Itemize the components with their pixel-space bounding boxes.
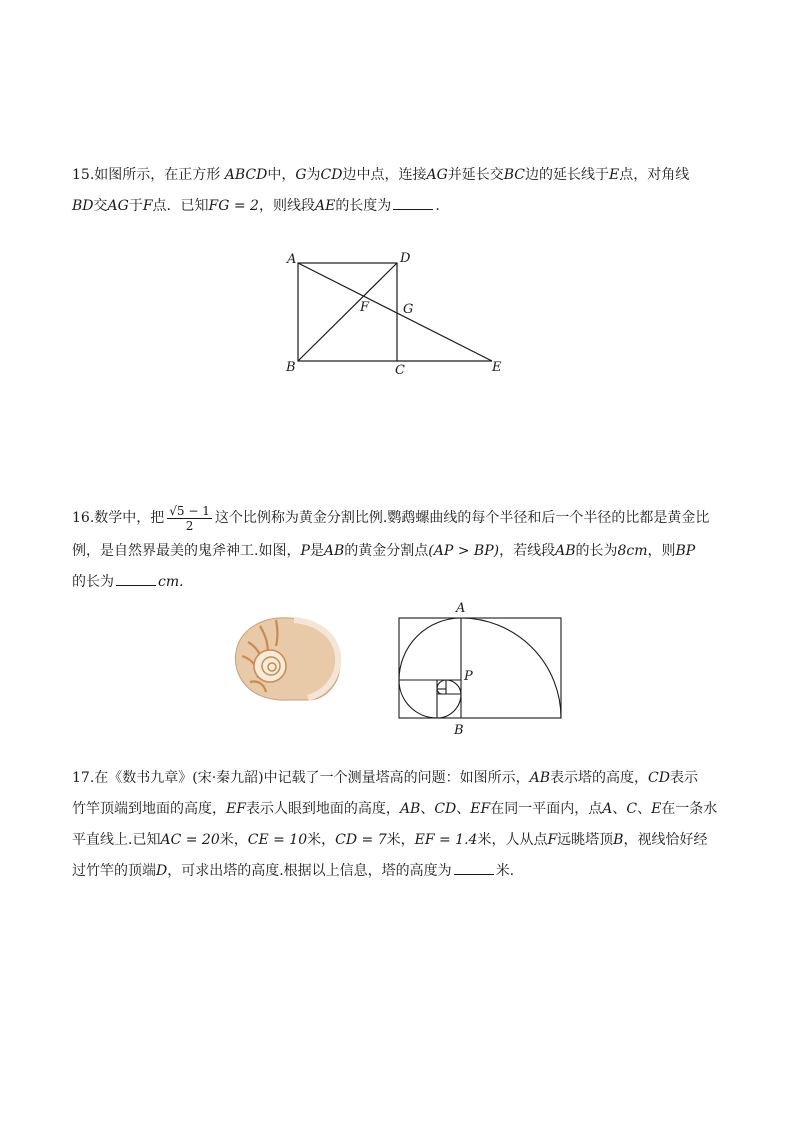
q17-text: 米，人从点: [477, 832, 548, 848]
q15-text: 交: [93, 198, 108, 214]
q16-text: 例，是自然界最美的鬼斧神工.如图，: [72, 543, 301, 559]
math-d: D: [156, 863, 168, 879]
label-b: B: [286, 360, 296, 375]
math-ab: AB: [323, 543, 345, 559]
q15-text: 并延长交: [447, 167, 504, 183]
q17-text: 米.: [495, 863, 515, 879]
label-e: E: [492, 360, 502, 375]
question-17: [72, 763, 722, 887]
math-ef: EF: [470, 801, 491, 817]
label-a: A: [456, 601, 466, 616]
q15-text: 如图所示，在正方形: [94, 167, 221, 183]
golden-rectangle: [399, 618, 561, 718]
q15-text: 边中点，连接: [342, 167, 427, 183]
answer-blank[interactable]: [454, 860, 494, 875]
q16-text: 数学中，把: [94, 510, 165, 526]
q17-text: 、: [637, 801, 652, 817]
q17-text: 、: [420, 801, 435, 817]
q15-number: 15.: [72, 167, 95, 183]
q15-text: 点．已知: [152, 198, 209, 214]
label-a: A: [287, 252, 297, 267]
math-ab: AB: [529, 770, 551, 786]
math-f: F: [547, 832, 558, 848]
q17-text: 在《数书九章》(宋·秦九韶)中记载了一个测量塔高的问题：如图所示，: [94, 770, 530, 786]
q16-number: 16.: [72, 510, 95, 526]
q17-line-4: [72, 856, 722, 887]
math-ce-eq: CE = 10: [247, 832, 308, 848]
q17-text: 、: [612, 801, 627, 817]
figure-square-abcd: [280, 248, 510, 378]
q17-line-3: [72, 825, 722, 856]
q15-text: 中，: [267, 167, 296, 183]
math-a: A: [602, 801, 613, 817]
math-ac-eq: AC = 20: [160, 832, 220, 848]
math-cd: CD: [434, 801, 457, 817]
q17-text: 表示人眼到地面的高度，: [245, 801, 400, 817]
label-c: C: [395, 363, 405, 378]
math-ap-gt-bp: (AP > BP): [428, 543, 500, 559]
q17-text: 表示塔的高度，: [550, 770, 649, 786]
question-15: [72, 160, 722, 222]
math-bp: BP: [675, 543, 696, 559]
q15-line-2: [72, 191, 722, 222]
q17-text: 表示: [669, 770, 698, 786]
label-b: B: [454, 723, 464, 738]
math-ag: AG: [426, 167, 448, 183]
shell-spiral-outer: [254, 650, 286, 682]
q17-text: 在一条水: [661, 801, 718, 817]
q16-text: 这个比例称为黄金分割比例.鹦鹉螺曲线的每个半径和后一个半径的比都是黄金比: [214, 510, 710, 526]
math-fg-eq: FG = 2: [208, 198, 259, 214]
q17-number: 17.: [72, 770, 95, 786]
q15-text: 于: [128, 198, 143, 214]
fraction-denominator: 2: [185, 518, 194, 533]
math-abcd: ABCD: [224, 167, 268, 183]
label-p: P: [464, 669, 473, 684]
math-g: G: [295, 167, 307, 183]
math-cm: cm.: [158, 574, 184, 590]
math-ab: AB: [555, 543, 576, 559]
q17-text: 在同一平面内，点: [490, 801, 603, 817]
answer-blank[interactable]: [393, 195, 433, 210]
q16-line-1: [72, 500, 722, 536]
q16-text: 的长为: [72, 574, 114, 590]
label-f: F: [360, 300, 370, 315]
q17-text: 米，: [307, 832, 336, 848]
math-ef-eq: EF = 1.4: [414, 832, 478, 848]
golden-ratio-fraction: [167, 504, 212, 533]
q15-text: ，则线段: [258, 198, 315, 214]
q16-text: ，若线段: [499, 543, 556, 559]
q15-text: .: [435, 198, 440, 214]
math-e: E: [609, 167, 620, 183]
q15-text: 边的延长线于: [525, 167, 610, 183]
math-ae: AE: [314, 198, 336, 214]
q17-text: 米，: [386, 832, 415, 848]
math-ef: EF: [226, 801, 246, 817]
figure-golden-spiral: [390, 600, 570, 740]
fraction-numerator: √5 − 1: [169, 503, 210, 518]
q17-line-2: [72, 794, 722, 825]
q17-text: 平直线上.已知: [72, 832, 161, 848]
math-8cm: 8cm: [617, 543, 648, 559]
q17-text: 米，: [219, 832, 248, 848]
q16-text: 的长为: [575, 543, 618, 559]
math-b: B: [613, 832, 624, 848]
math-ag: AG: [107, 198, 129, 214]
q16-text: ，则: [647, 543, 676, 559]
label-g: G: [403, 302, 414, 317]
q15-line-1: [72, 160, 722, 191]
q15-text: 的长度为: [335, 198, 392, 214]
math-f: F: [142, 198, 153, 214]
math-p: P: [300, 543, 310, 559]
math-ab: AB: [399, 801, 421, 817]
q17-text: 远眺塔顶: [557, 832, 614, 848]
golden-spiral-curve: [399, 618, 561, 718]
q16-text: 是: [309, 543, 324, 559]
nautilus-shell-image: [228, 612, 348, 704]
q17-text: 、: [456, 801, 471, 817]
line-ae: [298, 263, 492, 361]
question-16: [72, 500, 722, 598]
q15-text: 点，对角线: [619, 167, 690, 183]
q16-text: 的黄金分割点: [344, 543, 429, 559]
math-cd: CD: [648, 770, 670, 786]
q17-text: ，可求出塔的高度.根据以上信息，塔的高度为: [167, 863, 452, 879]
math-bd: BD: [72, 198, 94, 214]
math-e: E: [651, 801, 662, 817]
label-d: D: [400, 251, 411, 266]
math-bc: BC: [503, 167, 526, 183]
answer-blank[interactable]: [116, 571, 156, 586]
q16-line-2: [72, 536, 722, 567]
q17-text: 竹竿顶端到地面的高度，: [72, 801, 226, 817]
q16-line-3: [72, 567, 722, 598]
math-cd-eq: CD = 7: [335, 832, 387, 848]
math-cd: CD: [320, 167, 343, 183]
q17-text: 过竹竿的顶端: [72, 863, 156, 879]
math-c: C: [626, 801, 638, 817]
q17-text: ，视线恰好经: [623, 832, 708, 848]
q17-line-1: [72, 763, 722, 794]
diagonal-bd: [298, 263, 397, 361]
q15-text: 为: [306, 167, 321, 183]
